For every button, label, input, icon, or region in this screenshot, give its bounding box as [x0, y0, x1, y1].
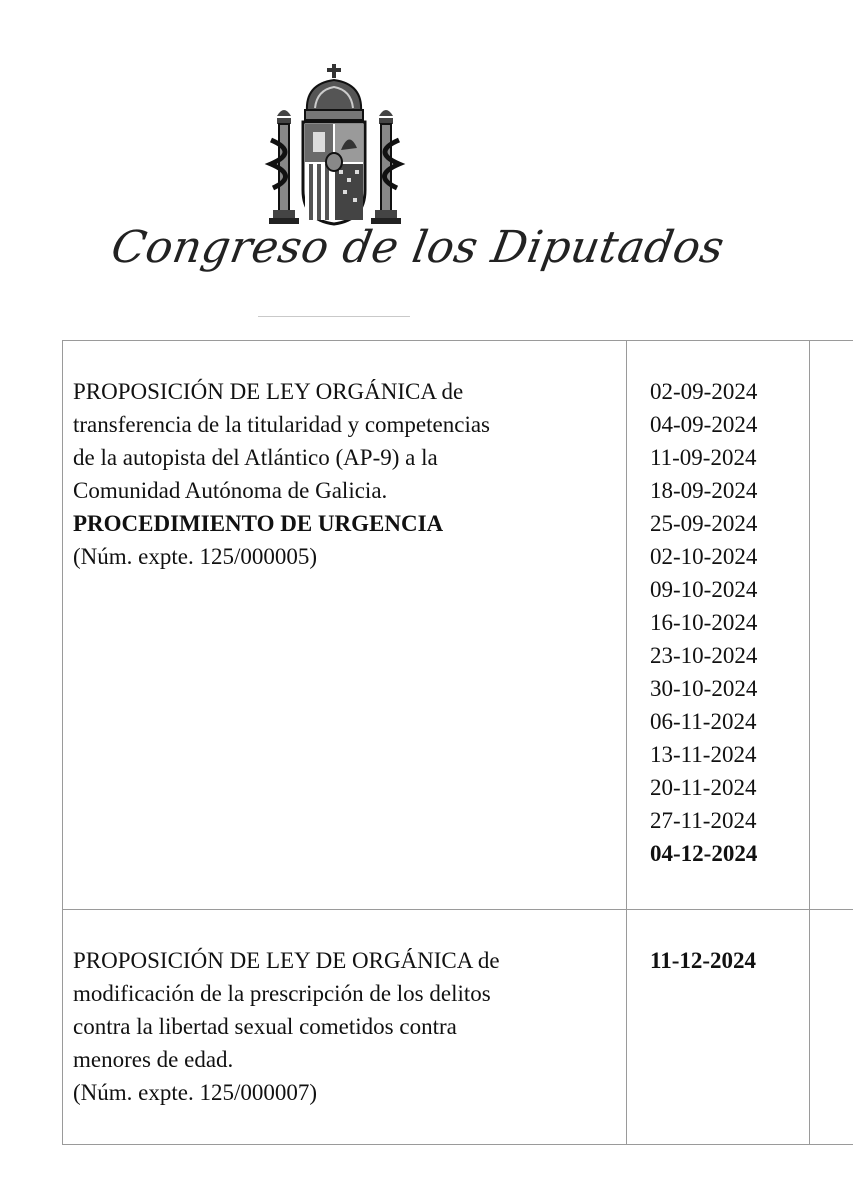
header — [0, 0, 853, 330]
empty-cell — [810, 910, 853, 1145]
dates-cell — [627, 910, 810, 1145]
date-entry: 20-11-2024 — [650, 775, 757, 800]
institution-wordmark: Congreso de los Diputados — [107, 222, 729, 273]
date-entry: 27-11-2024 — [650, 808, 757, 833]
empty-cell — [810, 341, 853, 910]
initiative-cell — [63, 910, 627, 1145]
final-date-entry: 11-12-2024 — [650, 948, 757, 973]
date-entry: 11-09-2024 — [650, 445, 757, 470]
date-entry: 25-09-2024 — [650, 511, 758, 536]
table-row — [63, 341, 853, 910]
initiative-title-line: Comunidad Autónoma de Galicia. — [73, 478, 388, 503]
coat-of-arms-icon — [255, 60, 415, 230]
file-reference: (Núm. expte. 125/000005) — [73, 544, 318, 569]
date-entry: 13-11-2024 — [650, 742, 757, 767]
dates-cell — [627, 341, 810, 910]
initiative-title-line: PROPOSICIÓN DE LEY ORGÁNICA de — [73, 379, 464, 404]
date-entry: 06-11-2024 — [650, 709, 757, 734]
final-date-entry: 04-12-2024 — [650, 841, 758, 866]
date-entry: 02-09-2024 — [650, 379, 758, 404]
initiative-title-line: modificación de la prescripción de los delitos — [73, 981, 491, 1006]
agenda-table — [62, 340, 853, 1145]
header-divider — [258, 316, 410, 317]
initiative-title-line: transferencia de la titularidad y competencias — [73, 412, 490, 437]
file-reference: (Núm. expte. 125/000007) — [73, 1080, 318, 1105]
date-entry: 16-10-2024 — [650, 610, 758, 635]
date-entry: 23-10-2024 — [650, 643, 758, 668]
initiative-title-line: PROPOSICIÓN DE LEY DE ORGÁNICA de — [73, 948, 500, 973]
initiative-title-line: menores de edad. — [73, 1047, 234, 1072]
procedure-label: PROCEDIMIENTO DE URGENCIA — [73, 511, 444, 536]
initiative-title-line: de la autopista del Atlántico (AP-9) a la — [73, 445, 438, 470]
initiative-title-line: contra la libertad sexual cometidos contra — [73, 1014, 457, 1039]
date-entry: 02-10-2024 — [650, 544, 758, 569]
table-row — [63, 910, 853, 1145]
initiative-cell — [63, 341, 627, 910]
date-entry: 09-10-2024 — [650, 577, 758, 602]
date-entry: 30-10-2024 — [650, 676, 758, 701]
date-entry: 18-09-2024 — [650, 478, 758, 503]
date-entry: 04-09-2024 — [650, 412, 758, 437]
